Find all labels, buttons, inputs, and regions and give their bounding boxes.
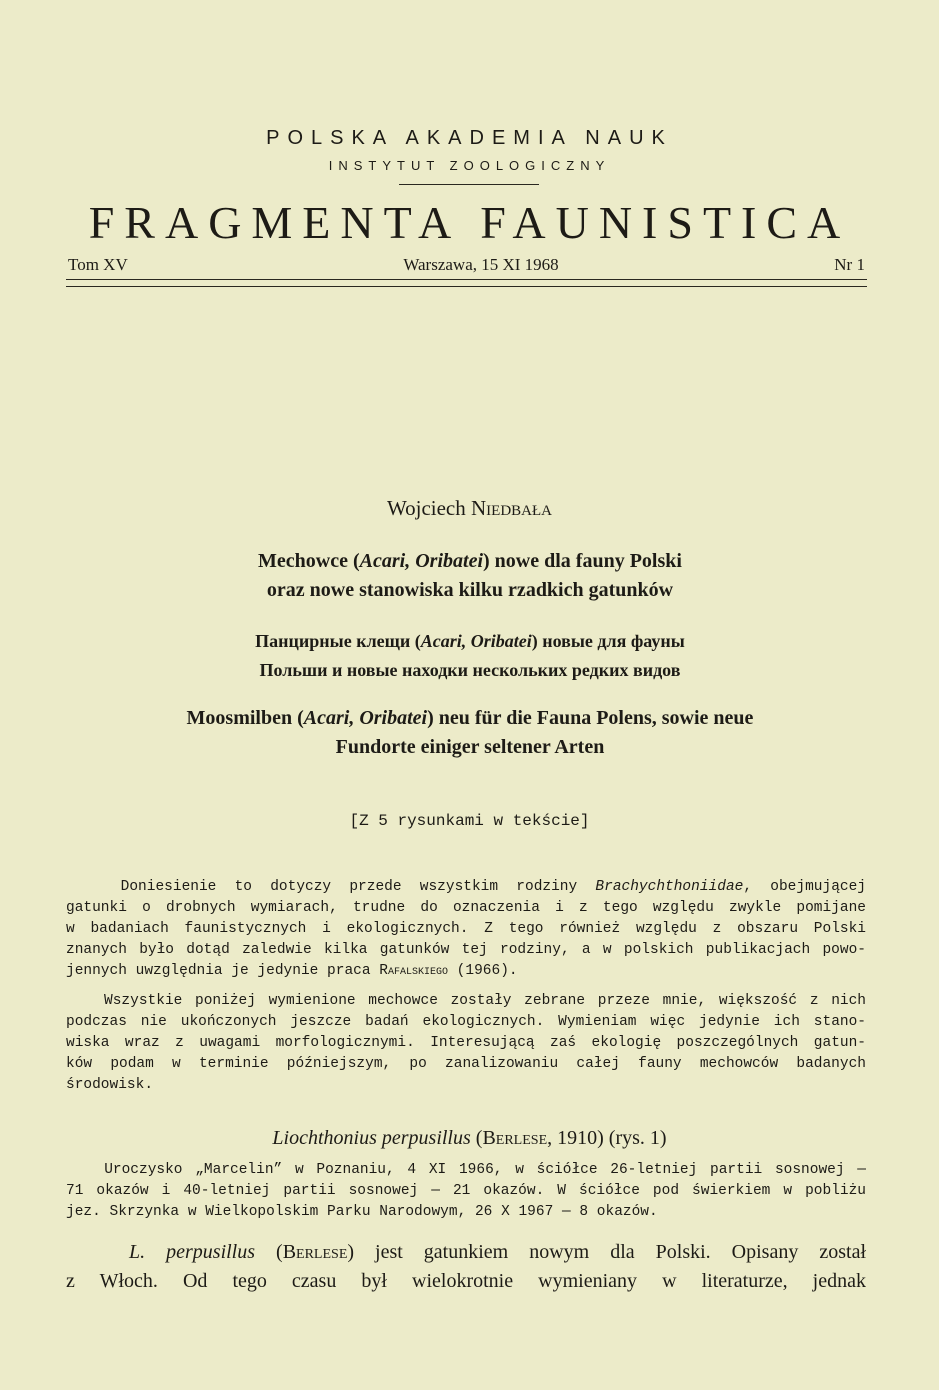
paragraph-line: gatunki o drobnych wymiarach, trudne do oznaczenia i z tego względu zwykle pomijane (66, 900, 866, 916)
author-last-name: Niedbała (471, 496, 553, 520)
paragraph-line: Uroczysko „Marcelin” w Poznaniu, 4 XI 1966, w ściółce 26-letniej partii sosnowej — (104, 1162, 866, 1178)
place-date: Warszawa, 15 XI 1968 (403, 255, 559, 274)
institute-name: INSTYTUT ZOOLOGICZNY (328, 158, 611, 173)
species-author: Berlese (482, 1127, 548, 1149)
paragraph-line: znanych było dotąd zaledwie kilka gatunków tej rodziny, a w polskich publikacjach powo- (66, 942, 866, 958)
paragraph-localities (66, 1160, 866, 1223)
paragraph-methods (66, 991, 866, 1096)
issue-number: Nr 1 (834, 255, 865, 274)
volume-label: Tom XV (68, 255, 128, 274)
title-german (80, 704, 860, 762)
title-russian-line-1: Панцирные клещи (Acari, Oribatei) новые для фауны (255, 631, 685, 651)
article-author (0, 496, 939, 521)
title-polish (80, 547, 860, 605)
species-heading: Liochthonius perpusillus (Berlese, 1910) (rys. 1) (272, 1127, 667, 1149)
figures-note: [Z 5 rysunkami w tekście] (349, 812, 590, 830)
issue-meta-row (68, 255, 865, 275)
paragraph-intro (66, 877, 866, 982)
paragraph-line: L. perpusillus (Berlese) jest gatunkiem nowym dla Polski. Opisany został (129, 1241, 866, 1263)
title-russian-line-2: Польши и новые находки нескольких редких видов (259, 660, 681, 680)
title-german-line-2: Fundorte einiger seltener Arten (335, 736, 605, 758)
title-polish-line-1: Mechowce (Acari, Oribatei) nowe dla fauny Polski (258, 550, 682, 572)
paragraph-line: środowisk. (66, 1077, 154, 1093)
title-german-line-1: Moosmilben (Acari, Oribatei) neu für die Fauna Polens, sowie neue (186, 707, 754, 729)
paragraph-line: z Włoch. Od tego czasu był wielokrotnie wymieniany w literaturze, jednak (66, 1270, 866, 1292)
paragraph-line: podczas nie ukończonych jeszcze badań ekologicznych. Wymieniam więc jedynie ich stano- (66, 1014, 866, 1030)
header-divider (399, 184, 539, 185)
journal-title: FRAGMENTA FAUNISTICA (88, 197, 851, 248)
title-polish-line-2: oraz nowe stanowiska kilku rzadkich gatunków (266, 579, 674, 601)
paragraph-line: Doniesienie to dotyczy przede wszystkim rodziny Brachychthoniidae, obejmującej (120, 879, 866, 895)
paragraph-line: Wszystkie poniżej wymienione mechowce zostały zebrane przeze mnie, większość z nich (104, 993, 866, 1009)
paragraph-line: wiska wraz z uwagami morfologicznymi. Interesującą zaś ekologię poszczególnych gatun- (66, 1035, 866, 1051)
paragraph-line: w badaniach faunistycznych i ekologicznych. Z tego również względu z obszaru Polski (66, 921, 866, 937)
paragraph-line: ków podam w terminie późniejszym, po zanalizowaniu całej fauny mechowców badanych (66, 1056, 866, 1072)
species-name: Liochthonius perpusillus (272, 1127, 471, 1149)
academy-name: POLSKA AKADEMIA NAUK (266, 127, 673, 149)
paragraph-line: jez. Skrzynka w Wielkopolskim Parku Narodowym, 26 X 1967 — 8 okazów. (66, 1204, 658, 1220)
paragraph-line: jennych uwzględnia je jedynie praca Rafalskiego (1966). (66, 963, 518, 979)
author-first-name: Wojciech (386, 496, 466, 520)
paragraph-line: 71 okazów i 40-letniej partii sosnowej — 21 okazów. W ściółce pod świerkiem w pobliżu (66, 1183, 866, 1199)
header-double-rule (66, 279, 867, 287)
title-russian (80, 627, 860, 685)
paragraph-discussion (66, 1238, 866, 1296)
